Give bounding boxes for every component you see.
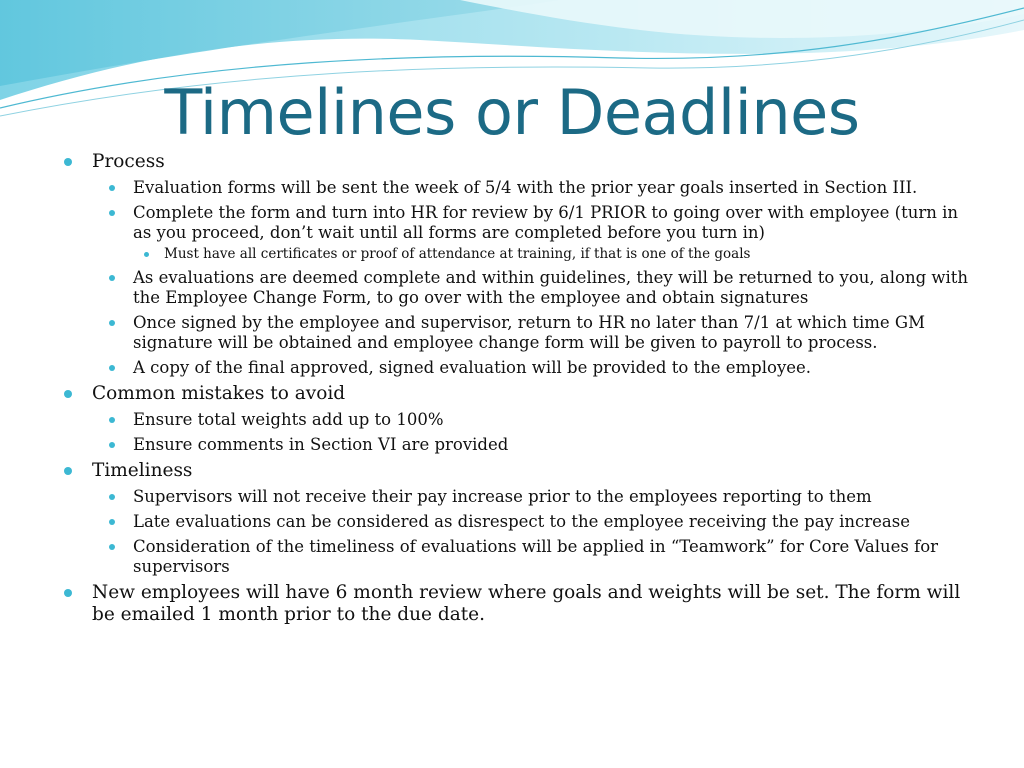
- bullet-text: Timeliness: [92, 460, 193, 481]
- bullet-dot-icon: [109, 320, 115, 326]
- bullet-level2: [133, 268, 970, 308]
- bullet-text: Complete the form and turn into HR for review by 6/1 PRIOR to going over with employee (turn in as you proceed, don’t wait until all forms are completed before you turn in): [133, 203, 959, 242]
- bullet-text: Ensure total weights add up to 100%: [133, 410, 444, 429]
- bullet-text: Evaluation forms will be sent the week of 5/4 with the prior year goals inserted in Section III.: [133, 178, 918, 197]
- bullet-dot-icon: [109, 365, 115, 371]
- bullet-level2: [133, 487, 970, 507]
- bullet-level2: [133, 435, 970, 455]
- bullet-level2: [133, 537, 970, 577]
- bullet-dot-icon: [144, 252, 149, 257]
- bullet-level1: [60, 151, 970, 173]
- bullet-list: [60, 146, 970, 626]
- bullet-level1: [60, 582, 970, 626]
- bullet-text: Ensure comments in Section VI are provided: [133, 435, 509, 454]
- bullet-dot-icon: [109, 185, 115, 191]
- bullet-text: Once signed by the employee and supervisor, return to HR no later than 7/1 at which time GM signature will be obtained and employee change form will be given to payroll to process.: [133, 313, 925, 352]
- slide-title: Timelines or Deadlines: [164, 76, 860, 149]
- bullet-text: Process: [92, 151, 165, 172]
- bullet-text: Must have all certificates or proof of attendance at training, if that is one of the goals: [164, 246, 751, 262]
- bullet-dot-icon: [109, 519, 115, 525]
- bullet-text: New employees will have 6 month review where goals and weights will be set. The form will be emailed 1 month prior to the due date.: [92, 582, 961, 625]
- bullet-level2: [133, 203, 970, 243]
- bullet-dot-icon: [109, 544, 115, 550]
- bullet-text: Consideration of the timeliness of evaluations will be applied in “Teamwork” for Core Values for supervisors: [133, 537, 939, 576]
- bullet-dot-icon: [64, 589, 72, 597]
- bullet-dot-icon: [64, 467, 72, 475]
- bullet-level1: [60, 460, 970, 482]
- bullet-dot-icon: [109, 442, 115, 448]
- bullet-text: Common mistakes to avoid: [92, 383, 346, 404]
- bullet-level2: [133, 358, 970, 378]
- bullet-level2: [133, 313, 970, 353]
- bullet-dot-icon: [109, 275, 115, 281]
- bullet-level2: [133, 512, 970, 532]
- bullet-level2: [133, 178, 970, 198]
- bullet-text: Supervisors will not receive their pay increase prior to the employees reporting to them: [133, 487, 872, 506]
- bullet-dot-icon: [109, 210, 115, 216]
- bullet-dot-icon: [64, 158, 72, 166]
- bullet-dot-icon: [109, 494, 115, 500]
- bullet-dot-icon: [64, 390, 72, 398]
- bullet-text: As evaluations are deemed complete and within guidelines, they will be returned to you, along with the Employee Change Form, to go over with the employee and obtain signatures: [133, 268, 969, 307]
- bullet-dot-icon: [109, 417, 115, 423]
- bullet-level3: [164, 246, 970, 263]
- bullet-text: A copy of the final approved, signed evaluation will be provided to the employee.: [133, 358, 812, 377]
- bullet-level2: [133, 410, 970, 430]
- bullet-level1: [60, 383, 970, 405]
- bullet-text: Late evaluations can be considered as disrespect to the employee receiving the pay increase: [133, 512, 910, 531]
